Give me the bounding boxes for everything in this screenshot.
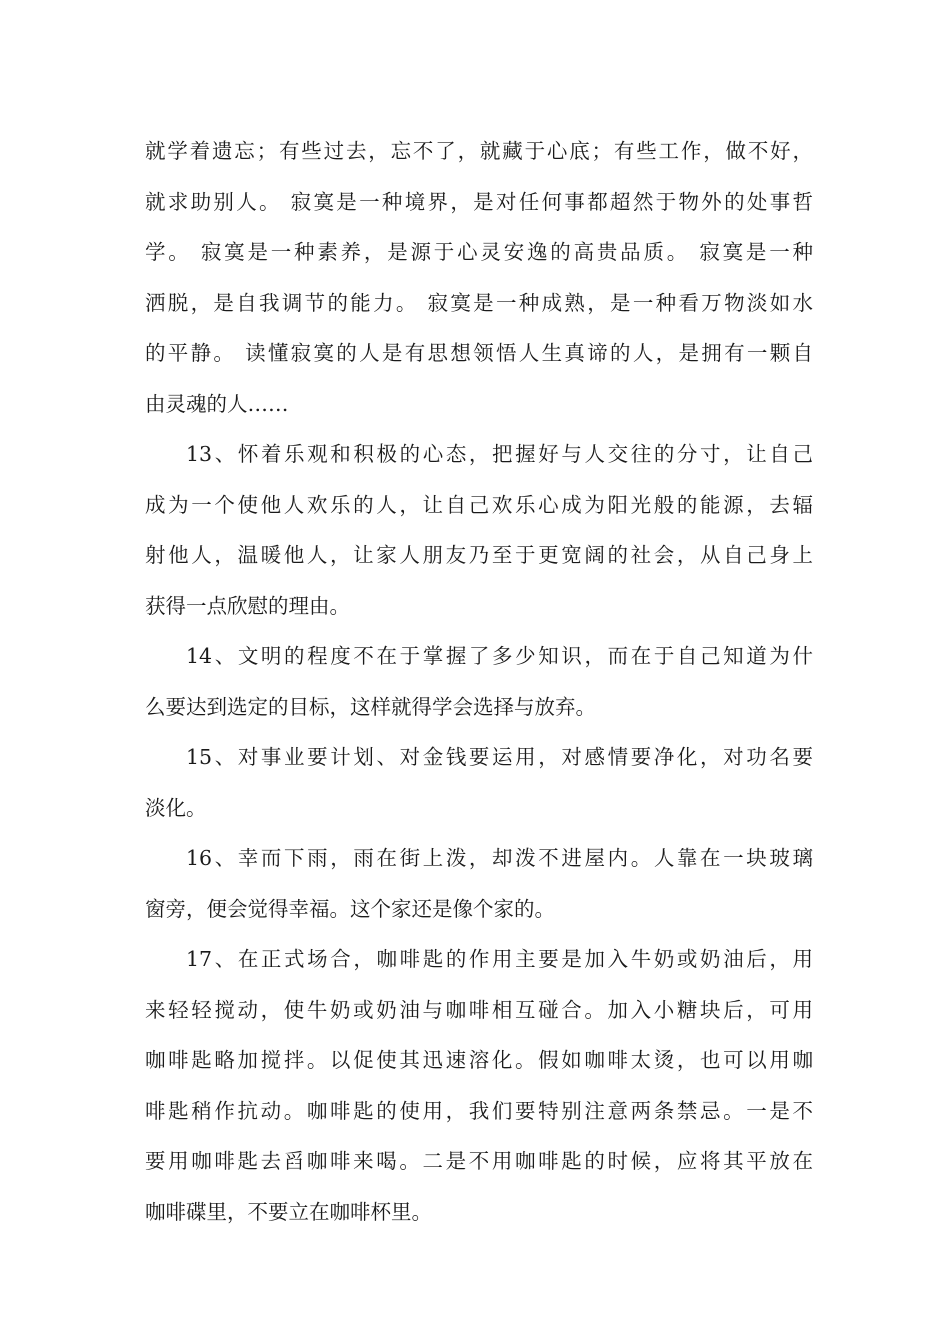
paragraph-16: [145, 833, 813, 934]
text-line: 洒脱，是自我调节的能力。 寂寞是一种成熟，是一种看万物淡如水: [145, 290, 813, 315]
text-line: [145, 934, 813, 985]
paragraph-text: 幸而下雨，雨在街上泼，却泼不进屋内。人靠在一块玻璃: [237, 846, 813, 870]
paragraph-13: [145, 429, 813, 631]
text-line: 的平静。 读懂寂寞的人是有思想领悟人生真谛的人，是拥有一颗自: [145, 341, 813, 365]
text-line: 要用咖啡匙去舀咖啡来喝。二是不用咖啡匙的时候，应将其平放在: [145, 1149, 813, 1173]
text-line: 窗旁，便会觉得幸福。这个家还是像个家的。: [145, 896, 555, 921]
paragraph-15: [145, 732, 813, 833]
text-line: [145, 732, 813, 783]
paragraph-number: 14、: [186, 644, 238, 668]
text-line: 咖啡匙略加搅拌。以促使其迅速溶化。假如咖啡太烫，也可以用咖: [145, 1048, 813, 1072]
text-line: 学。 寂寞是一种素养，是源于心灵安逸的高贵品质。 寂寞是一种: [145, 240, 813, 264]
text-line: 淡化。: [145, 795, 207, 820]
paragraph-number: 17、: [186, 947, 238, 971]
paragraph-number: 15、: [186, 745, 238, 769]
text-line: [145, 429, 813, 480]
text-line: 获得一点欣慰的理由。: [145, 593, 350, 618]
paragraph-text: 在正式场合，咖啡匙的作用主要是加入牛奶或奶油后，用: [237, 947, 813, 971]
paragraph-text: 文明的程度不在于掌握了多少知识，而在于自己知道为什: [237, 644, 813, 668]
paragraph-text: 对事业要计划、对金钱要运用，对感情要净化，对功名要: [237, 745, 813, 769]
text-line: 咖啡碟里，不要立在咖啡杯里。: [145, 1199, 432, 1224]
paragraph-text: 怀着乐观和积极的心态，把握好与人交往的分寸，让自己: [237, 442, 813, 466]
text-line: 啡匙稍作抗动。咖啡匙的使用，我们要特别注意两条禁忌。一是不: [145, 1098, 813, 1123]
paragraph-17: [145, 934, 813, 1237]
text-line: 么要达到选定的目标，这样就得学会选择与放弃。: [145, 694, 596, 719]
text-line: 成为一个使他人欢乐的人，让自己欢乐心成为阳光般的能源，去辐: [145, 492, 813, 517]
paragraph-number: 13、: [186, 442, 238, 466]
paragraph-number: 16、: [186, 846, 238, 870]
text-line: [145, 833, 813, 884]
paragraph-continuation: [145, 126, 813, 429]
text-line: 就求助别人。 寂寞是一种境界，是对任何事都超然于物外的处事哲: [145, 189, 813, 214]
document-body: [145, 126, 813, 1237]
text-line: 就学着遗忘；有些过去，忘不了，就藏于心底；有些工作，做不好，: [145, 139, 813, 163]
paragraph-14: [145, 631, 813, 732]
text-line: [145, 631, 813, 682]
text-line: 由灵魂的人……: [145, 391, 289, 416]
text-line: 射他人，温暖他人，让家人朋友乃至于更宽阔的社会，从自己身上: [145, 543, 813, 567]
text-line: 来轻轻搅动，使牛奶或奶油与咖啡相互碰合。加入小糖块后，可用: [145, 997, 813, 1022]
